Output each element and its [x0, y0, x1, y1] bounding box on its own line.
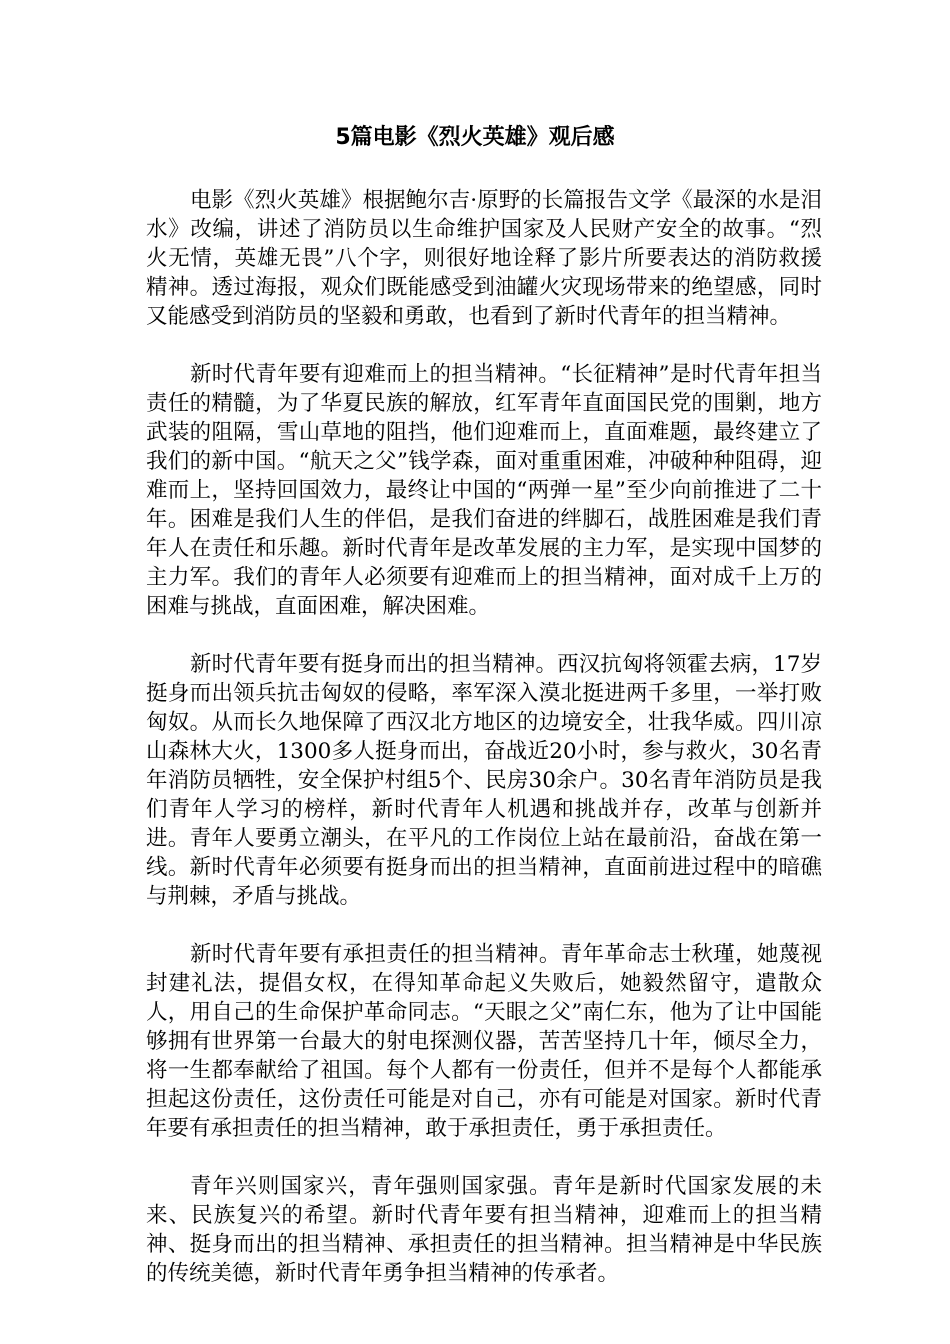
document-body — [146, 186, 822, 1317]
paragraph-conclusion: 青年兴则国家兴，青年强则国家强。青年是新时代国家发展的未来、民族复兴的希望。新时代青年要有担当精神，迎难而上的担当精神、挺身而出的担当精神、承担责任的担当精神。担当精神是中华民族的传统美德，新时代青年勇争担当精神的传承者。 — [146, 1174, 822, 1286]
paragraph-take-responsibility: 新时代青年要有承担责任的担当精神。青年革命志士秋瑾，她蔑视封建礼法，提倡女权，在得知革命起义失败后，她毅然留守，遣散众人，用自己的生命保护革命同志。“天眼之父”南仁东，他为了让中国能够拥有世界第一台最大的射电探测仪器，苦苦坚持几十年，倾尽全力，将一生都奉献给了祖国。每个人都有一份责任，但并不是每个人都能承担起这份责任，这份责任可能是对自己，亦有可能是对国家。新时代青年要有承担责任的担当精神，敢于承担责任，勇于承担责任。 — [146, 942, 822, 1141]
paragraph-overcome-difficulties: 新时代青年要有迎难而上的担当精神。“长征精神”是时代青年担当责任的精髓，为了华夏民族的解放，红军青年直面国民党的围剿，地方武装的阻隔，雪山草地的阻挡，他们迎难而上，直面难题，最终建立了我们的新中国。“航天之父”钱学森，面对重重困难，冲破种种阻碍，迎难而上，坚持回国效力，最终让中国的“两弹一星”至少向前推进了二十年。困难是我们人生的伴侣，是我们奋进的绊脚石，战胜困难是我们青年人在责任和乐趣。新时代青年是改革发展的主力军，是实现中国梦的主力军。我们的青年人必须要有迎难而上的担当精神，面对成千上万的困难与挑战，直面困难，解决困难。 — [146, 362, 822, 619]
paragraph-intro: 电影《烈火英雄》根据鲍尔吉·原野的长篇报告文学《最深的水是泪水》改编，讲述了消防员以生命维护国家及人民财产安全的故事。“烈火无情，英雄无畏”八个字，则很好地诠释了影片所要表达的消防救援精神。透过海报，观众们既能感受到油罐火灾现场带来的绝望感，同时又能感受到消防员的坚毅和勇敢，也看到了新时代青年的担当精神。 — [146, 188, 822, 329]
document-title: 5篇电影《烈火英雄》观后感 — [335, 125, 615, 150]
paragraph-step-forward: 新时代青年要有挺身而出的担当精神。西汉抗匈将领霍去病，17岁挺身而出领兵抗击匈奴的侵略，率军深入漠北挺进两千多里，一举打败匈奴。从而长久地保障了西汉北方地区的边境安全，壮我华威。四川凉山森林大火，1300多人挺身而出，奋战近20小时，参与救火，30名青年消防员牺牲，安全保护村组5个、民房30余户。30名青年消防员是我们青年人学习的榜样，新时代青年人机遇和挑战并存，改革与创新并进。青年人要勇立潮头，在平凡的工作岗位上站在最前沿，奋战在第一线。新时代青年必须要有挺身而出的担当精神，直面前进过程中的暗礁与荆棘，矛盾与挑战。 — [146, 652, 822, 909]
